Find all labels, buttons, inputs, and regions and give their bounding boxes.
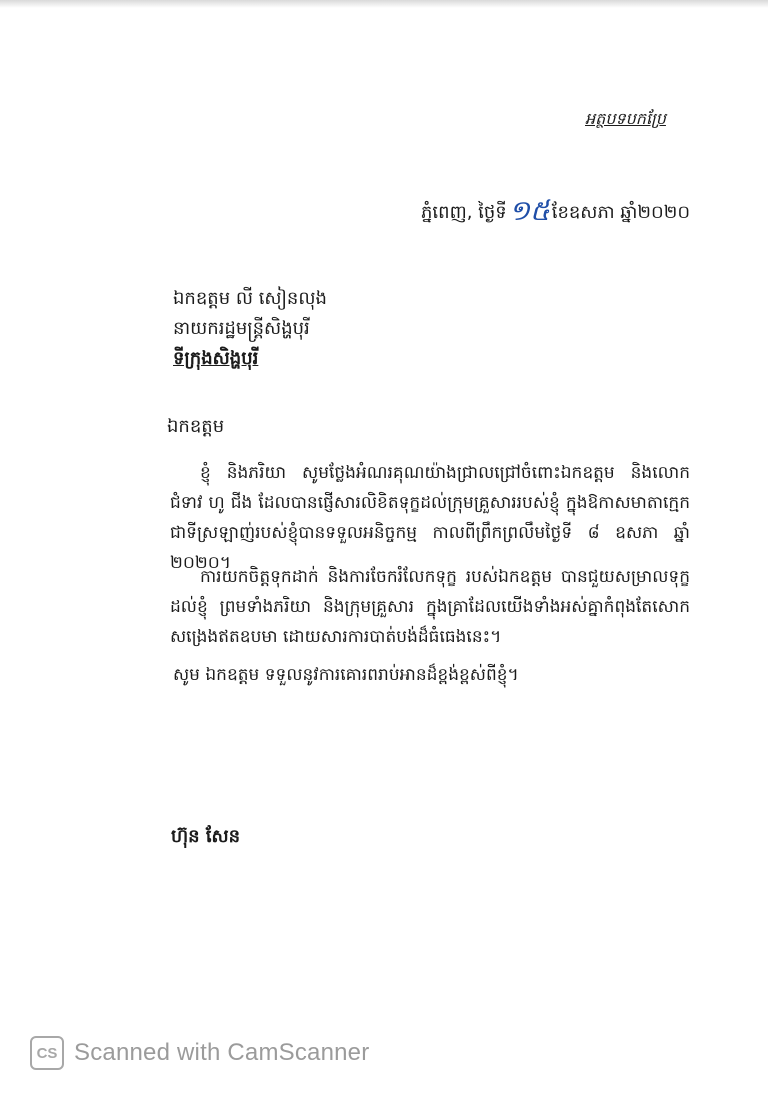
body-paragraph-1 <box>170 458 690 578</box>
paragraph-2-text: ការយកចិត្តទុកដាក់ និងការចែករំលែកទុក្ខ របស់ឯកឧត្តម បានជួយសម្រាលទុក្ខដល់ខ្ញុំ ព្រមទាំងភរិយា និងក្រុមគ្រួសារ ក្នុងគ្រាដែលយើងទាំងអស់គ្នាកំពុងតែសោកសង្រេងឥតឧបមា ដោយសារការបាត់បង់ដ៏ធំធេងនេះ។ <box>170 567 690 647</box>
date-line <box>421 193 721 234</box>
body-paragraph-2 <box>170 562 690 652</box>
recipient-title: នាយករដ្ឋមន្ត្រីសិង្ហបុរី <box>173 318 310 339</box>
signature-name: ហ៊ុន សែន <box>171 826 241 847</box>
closing-line: សូម ឯកឧត្តម ទទួលនូវការគោរពរាប់អានដ៏ខ្ពង់ខ្ពស់ពីខ្ញុំ។ <box>173 665 519 685</box>
camscanner-watermark <box>30 1036 369 1070</box>
translation-label: អត្ថបទបកប្រែ <box>585 109 666 128</box>
date-prefix: ភ្នំពេញ, ថ្ងៃទី <box>421 202 507 223</box>
watermark-text: Scanned with CamScanner <box>74 1039 370 1066</box>
recipient-name: ឯកឧត្តម លី សៀនលុង <box>173 288 327 309</box>
recipient-block <box>173 284 523 374</box>
recipient-city: ទីក្រុងសិង្ហបុរី <box>173 348 259 369</box>
date-suffix: ខែឧសភា ឆ្នាំ២០២០ <box>551 202 691 223</box>
salutation: ឯកឧត្តម <box>167 416 225 437</box>
camscanner-logo-icon: CS <box>30 1036 64 1070</box>
paragraph-1-text: ខ្ញុំ និងភរិយា សូមថ្លែងអំណរគុណយ៉ាងជ្រាលជ្រៅចំពោះឯកឧត្តម និងលោកជំទាវ ហូ ជីង ដែលបានផ្ញើសារលិខិតទុក្ខដល់ក្រុមគ្រួសាររបស់ខ្ញុំ ក្នុងឱកាសមាតាក្មេកជាទីស្រឡាញ់របស់ខ្ញុំបានទទួលអនិច្ចកម្ម កាលពីព្រឹកព្រលឹមថ្ងៃទី ៨ ឧសភា ឆ្នាំ ២០២០។ <box>170 463 690 573</box>
date-day: ១៥ <box>508 194 550 227</box>
